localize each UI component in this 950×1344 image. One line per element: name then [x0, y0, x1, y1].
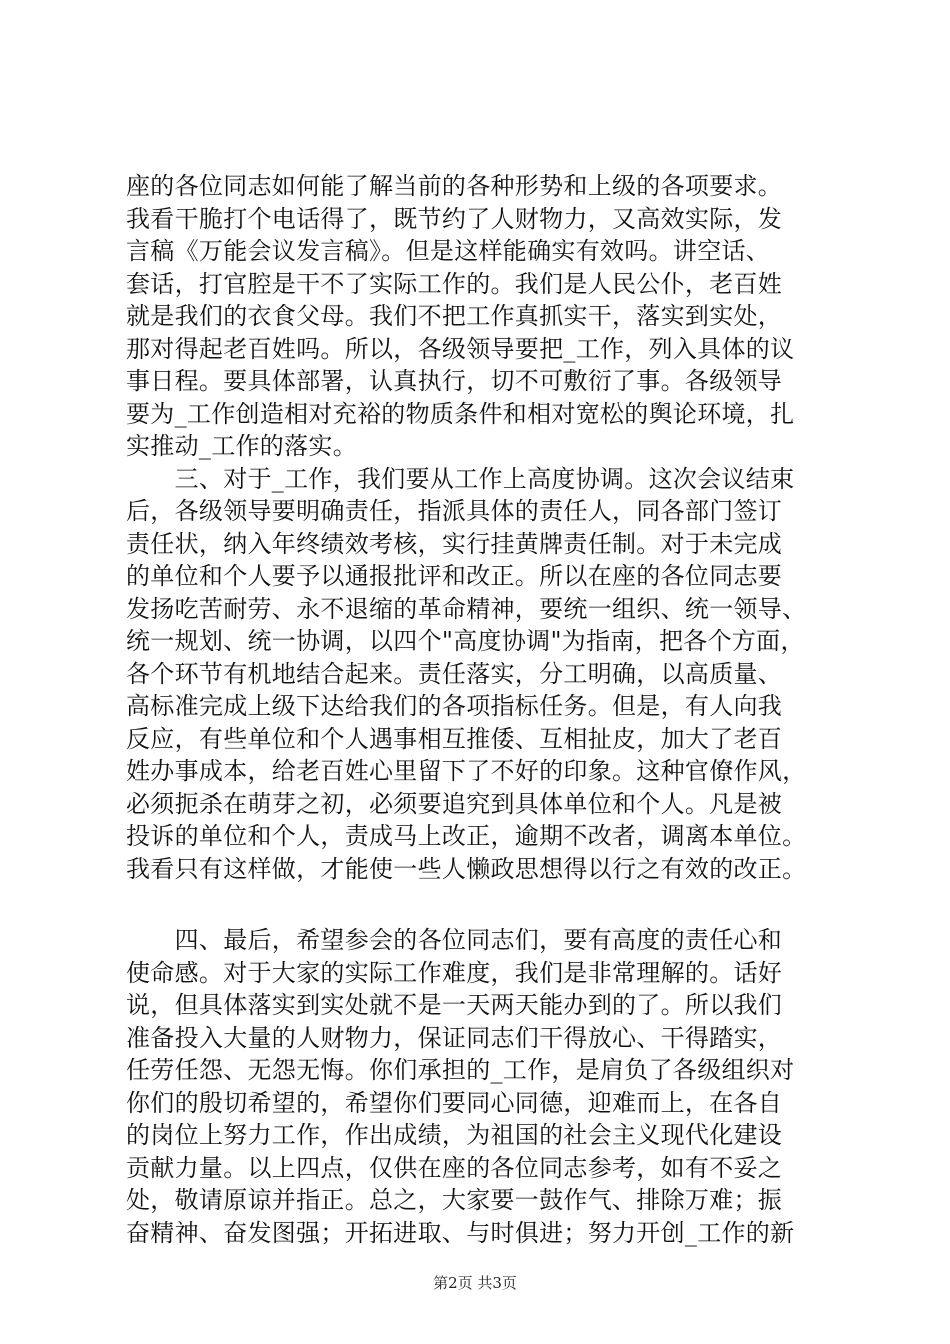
text-line: 事日程。要具体部署，认真执行，切不可敷衍了事。各级领导 [126, 367, 783, 395]
text-line: 处，敬请原谅并指正。总之，大家要一鼓作气、排除万难；振 [126, 1186, 783, 1214]
text-line: 发扬吃苦耐劳、永不退缩的革命精神，要统一组织、统一领导、 [126, 594, 807, 623]
text-line: 准备投入大量的人财物力，保证同志们干得放心、干得踏实， [126, 1023, 783, 1052]
text-line: 四、最后，希望参会的各位同志们，要有高度的责任心和 [126, 926, 783, 954]
text-line: 反应，有些单位和个人遇事相互推倭、互相扯皮，加大了老百 [126, 724, 783, 753]
text-line: 投诉的单位和个人，责成马上改正，逾期不改者，调离本单位。 [126, 822, 807, 850]
text-line: 就是我们的衣食父母。我们不把工作真抓实干，落实到实处， [126, 302, 783, 330]
text-line: 我看只有这样做，才能使一些人懒政思想得以行之有效的改正。 [126, 854, 807, 883]
text-line: 高标准完成上级下达给我们的各项指标任务。但是，有人向我 [126, 692, 783, 720]
text-line: 统一规划、统一协调，以四个"高度协调"为指南，把各个方面， [126, 627, 805, 655]
text-line: 各个环节有机地结合起来。责任落实，分工明确，以高质量、 [126, 659, 783, 688]
text-line: 贡献力量。以上四点，仅供在座的各位同志参考，如有不妥之 [126, 1153, 783, 1182]
text-line: 后，各级领导要明确责任，指派具体的责任人，同各部门签订 [126, 497, 783, 525]
text-line: 实推动_工作的落实。 [126, 432, 357, 460]
text-line: 奋精神、奋发图强；开拓进取、与时俱进；努力开创_工作的新 [126, 1218, 795, 1247]
document-body [126, 170, 846, 1249]
text-line: 套话，打官腔是干不了实际工作的。我们是人民公仆，老百姓 [126, 269, 783, 298]
text-line: 的单位和个人要予以通报批评和改正。所以在座的各位同志要 [126, 562, 783, 590]
text-line: 你们的殷切希望的，希望你们要同心同德，迎难而上，在各自 [126, 1088, 783, 1117]
text-line: 言稿《万能会议发言稿》。但是这样能确实有效吗。讲空话、 [126, 237, 771, 265]
text-line: 责任状，纳入年终绩效考核，实行挂黄牌责任制。对于未完成 [126, 529, 783, 558]
text-line: 姓办事成本，给老百姓心里留下了不好的印象。这种官僚作风， [126, 757, 807, 785]
text-line: 必须扼杀在萌芽之初，必须要追究到具体单位和个人。凡是被 [126, 789, 783, 818]
text-line: 我看干脆打个电话得了，既节约了人财物力，又高效实际，发 [126, 204, 783, 233]
text-line: 说，但具体落实到实处就不是一天两天能办到的了。所以我们 [126, 991, 783, 1019]
text-line: 的岗位上努力工作，作出成绩，为祖国的社会主义现代化建设 [126, 1121, 783, 1149]
text-line: 要为_工作创造相对充裕的物质条件和相对宽松的舆论环境，扎 [126, 399, 795, 428]
paragraph-gap [126, 885, 846, 924]
page-number-footer: 第2页 共3页 [433, 1274, 517, 1292]
text-line: 任劳任怨、无怨无悔。你们承担的_工作，是肩负了各级组织对 [126, 1056, 795, 1084]
text-line: 那对得起老百姓吗。所以，各级领导要把_工作，列入具体的议 [126, 334, 795, 363]
text-line: 三、对于_工作，我们要从工作上高度协调。这次会议结束 [126, 464, 795, 493]
text-line: 座的各位同志如何能了解当前的各种形势和上级的各项要求。 [126, 172, 783, 200]
text-line: 使命感。对于大家的实际工作难度，我们是非常理解的。话好 [126, 958, 783, 987]
